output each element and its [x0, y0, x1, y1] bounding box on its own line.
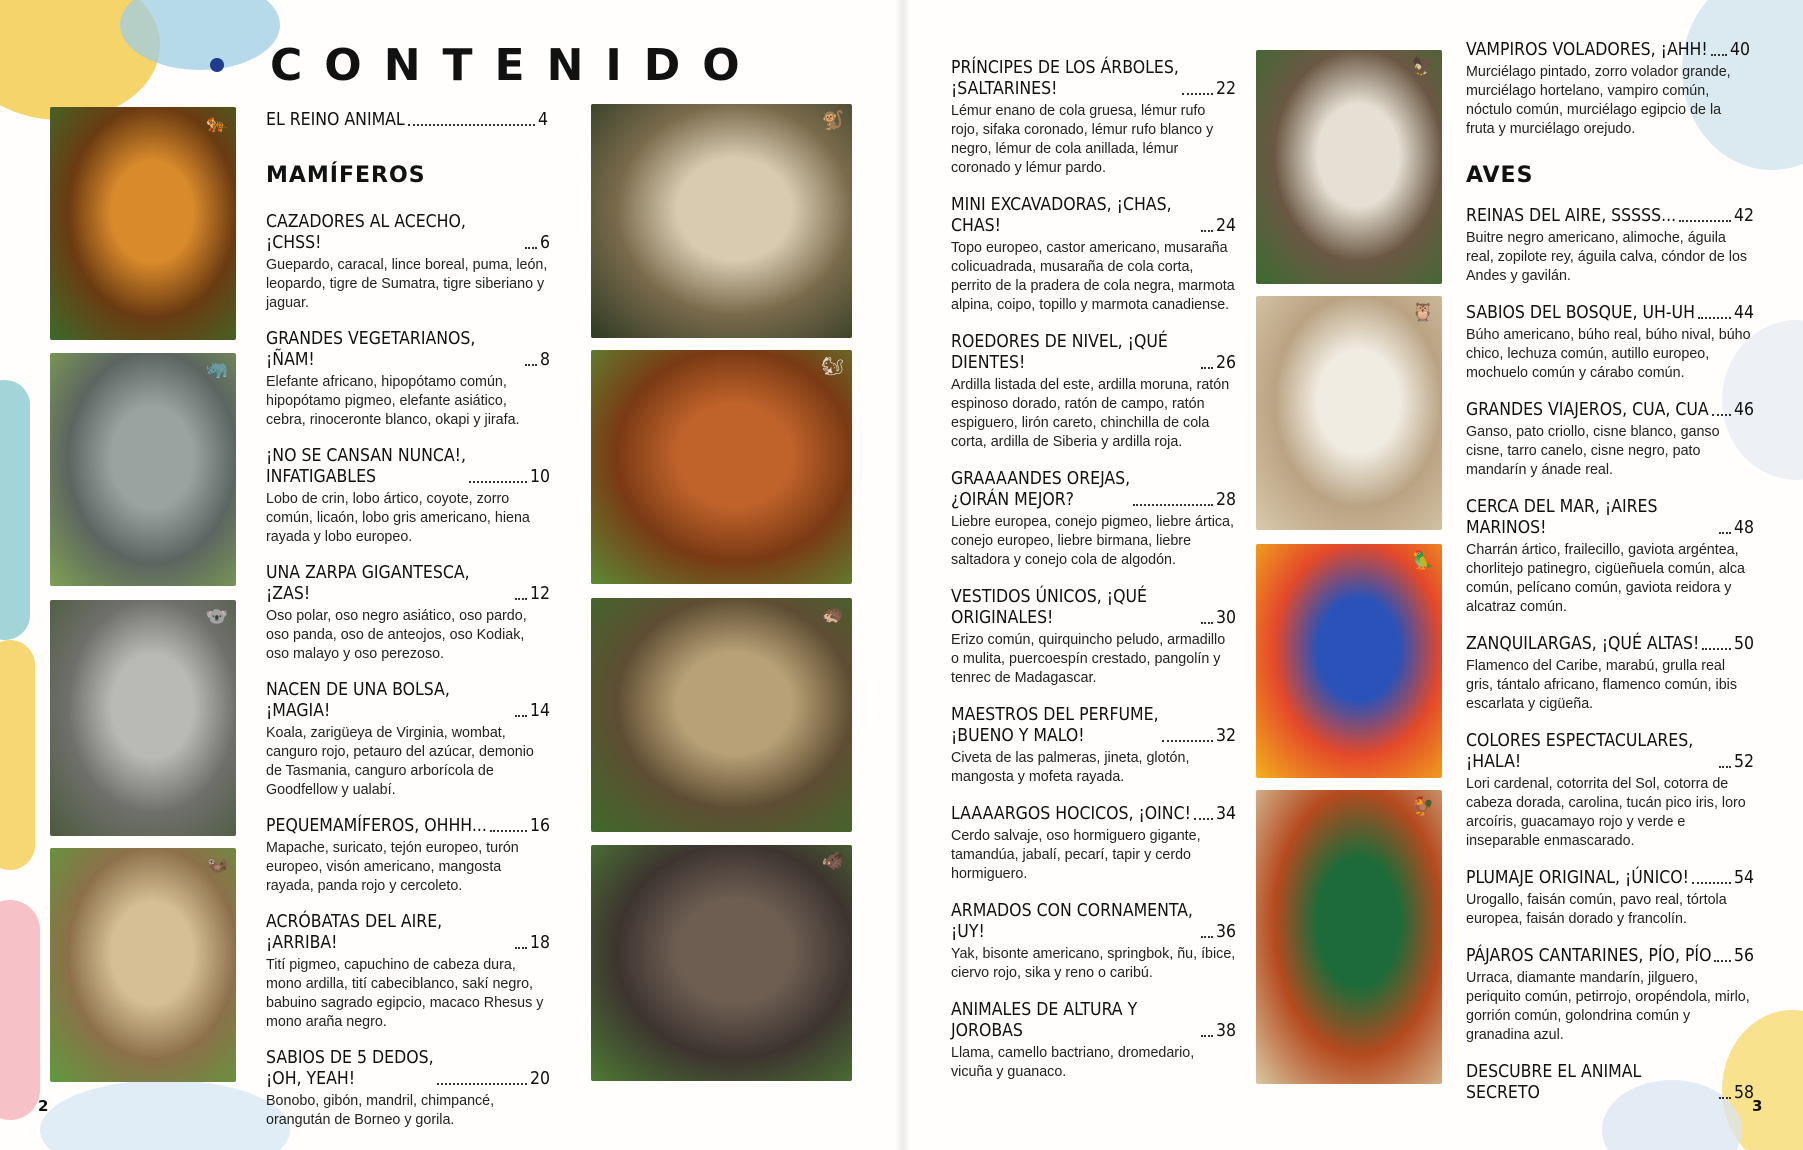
entry-title: EL REINO ANIMAL — [266, 110, 405, 130]
monkey-photo — [591, 104, 852, 338]
entry-page: 4 — [537, 110, 548, 130]
entry-description: Urogallo, faisán común, pavo real, tórtola europea, faisán dorado y francolín. — [1466, 892, 1727, 927]
toc-heading — [951, 469, 1236, 511]
toc-entry — [951, 705, 1236, 787]
toc-entry — [1466, 303, 1754, 383]
entry-title: SABIOS DEL BOSQUE, UH-UH — [1466, 303, 1695, 323]
entry-title: MINI EXCAVADORAS, ¡CHAS, CHAS! — [951, 195, 1172, 236]
entry-title: VESTIDOS ÚNICOS, ¡QUÉ ORIGINALES! — [951, 587, 1147, 628]
meerkat-icon: 🦦 — [205, 854, 228, 874]
entry-title: ACRÓBATAS DEL AIRE, ¡ARRIBA! — [266, 912, 443, 953]
toc-entry — [266, 212, 550, 313]
leader-dots — [1719, 1097, 1731, 1099]
pheasant-icon: 🐓 — [1411, 796, 1434, 816]
leader-dots — [515, 598, 527, 600]
entry-description: Mapache, suricato, tejón europeo, turón europeo, visón americano, mangosta rayada, panda rojo y cercoleto. — [266, 840, 519, 894]
page-number-left: 2 — [38, 1097, 49, 1115]
leader-dots — [1679, 220, 1731, 222]
toc-entry — [1466, 1062, 1754, 1104]
toc-entry — [951, 587, 1236, 688]
leader-dots — [1201, 622, 1213, 624]
entry-description: Guepardo, caracal, lince boreal, puma, león, leopardo, tigre de Sumatra, tigre siberiano y jaguar. — [266, 257, 548, 311]
entry-title: ROEDORES DE NIVEL, ¡QUÉ DIENTES! — [951, 332, 1168, 373]
entry-title: PLUMAJE ORIGINAL, ¡ÚNICO! — [1466, 868, 1689, 888]
toc-entry — [1466, 400, 1754, 480]
entry-description: Koala, zarigüeya de Virginia, wombat, canguro rojo, petauro del azúcar, demonio de Tasmania, canguro arborícola de Goodfellow y ualabí. — [266, 725, 534, 798]
entry-page: 52 — [1733, 752, 1754, 772]
rhino-photo — [50, 353, 236, 586]
page-number-right: 3 — [1752, 1097, 1763, 1115]
leader-dots — [1711, 54, 1727, 56]
entry-title: CAZADORES AL ACECHO, ¡CHSS! — [266, 212, 466, 253]
toc-left-column — [266, 212, 550, 1146]
leader-dots — [1162, 740, 1213, 742]
squirrel-icon: 🐿 — [821, 356, 844, 376]
entry-title: LAAAARGOS HOCICOS, ¡OINC! — [951, 804, 1191, 824]
squirrel-photo — [591, 350, 852, 584]
paint-stroke — [0, 640, 35, 870]
toc-entry — [1466, 634, 1754, 714]
leader-dots — [490, 830, 527, 832]
entry-title: CERCA DEL MAR, ¡AIRES MARINOS! — [1466, 497, 1658, 538]
entry-page: 42 — [1733, 206, 1754, 226]
entry-title: ANIMALES DE ALTURA Y JOROBAS — [951, 1000, 1138, 1041]
owl-photo — [1256, 296, 1442, 530]
entry-page: 8 — [539, 350, 550, 370]
toc-entry — [1466, 40, 1750, 139]
entry-title: ARMADOS CON CORNAMENTA, ¡UY! — [951, 901, 1193, 942]
entry-title: GRAAAANDES OREJAS, ¿OIRÁN MEJOR? — [951, 469, 1131, 510]
toc-entry — [266, 329, 550, 430]
entry-description: Flamenco del Caribe, marabú, grulla real gris, tántalo africano, flamenco común, ibis escarlata y cigüeña. — [1466, 658, 1737, 712]
toc-bats-entry — [1466, 40, 1750, 139]
toc-heading — [1466, 206, 1754, 227]
toc-entry — [951, 332, 1236, 452]
entry-page: 26 — [1215, 353, 1236, 373]
hedgehog-photo — [591, 598, 852, 832]
leader-dots — [1698, 317, 1731, 319]
tapir-photo — [591, 845, 852, 1081]
vulture-photo — [1256, 50, 1442, 284]
leader-dots — [1201, 936, 1213, 938]
entry-title: NACEN DE UNA BOLSA, ¡MAGIA! — [266, 680, 450, 721]
entry-page: 34 — [1215, 804, 1236, 824]
entry-page: 38 — [1215, 1021, 1236, 1041]
toc-heading — [1466, 868, 1754, 889]
leader-dots — [515, 715, 527, 717]
entry-title: ¡NO SE CANSAN NUNCA!, INFATIGABLES — [266, 446, 466, 487]
entry-description: Lémur enano de cola gruesa, lémur rufo rojo, sifaka coronado, lémur rufo blanco y negro, lémur de cola anillada, lémur coronado y lémur pardo. — [951, 103, 1214, 176]
leader-dots — [437, 1083, 527, 1085]
toc-heading — [1466, 1062, 1754, 1104]
toc-entry — [951, 195, 1236, 315]
toc-heading — [1466, 40, 1750, 61]
toc-heading — [266, 563, 550, 605]
leader-dots — [1133, 504, 1213, 506]
toc-heading — [266, 446, 550, 488]
entry-description: Lori cardenal, cotorrita del Sol, cotorra de cabeza dorada, carolina, tucán pico iris, loro arcoíris, guacamayo rojo y verde e inseparable enmascarado. — [1466, 776, 1746, 849]
toc-heading — [951, 901, 1236, 943]
toc-heading — [951, 705, 1236, 747]
leader-dots — [1712, 414, 1731, 416]
toc-heading — [266, 680, 550, 722]
toc-entry — [1466, 868, 1754, 929]
toc-heading — [1466, 946, 1754, 967]
entry-page: 10 — [529, 467, 550, 487]
toc-heading — [951, 804, 1236, 825]
entry-page: 30 — [1215, 608, 1236, 628]
hedgehog-icon: 🦔 — [821, 604, 844, 624]
toc-entry — [266, 563, 550, 664]
entry-description: Murciélago pintado, zorro volador grande, murciélago hortelano, vampiro común, nóctulo común, murciélago egipcio de la fruta y murciélago orejudo. — [1466, 64, 1731, 137]
toc-entry — [266, 912, 550, 1032]
paint-splash — [210, 58, 224, 72]
toc-heading — [1466, 731, 1754, 773]
entry-page: 36 — [1215, 922, 1236, 942]
paint-stroke — [0, 380, 30, 640]
entry-title: ZANQUILARGAS, ¡QUÉ ALTAS! — [1466, 634, 1700, 654]
entry-description: Erizo común, quirquincho peludo, armadillo o mulita, puercoespín crestado, pangolín y tenrec de Madagascar. — [951, 632, 1226, 686]
monkey-icon: 🐒 — [821, 110, 844, 130]
toc-heading — [951, 195, 1236, 237]
toc-entry — [1466, 946, 1754, 1045]
entry-description: Charrán ártico, frailecillo, gaviota argéntea, chorlitejo patinegro, cigüeñuela común, alca común, pelícano común, gaviota reidora y alcatraz común. — [1466, 542, 1745, 615]
toc-entry — [266, 1048, 550, 1130]
entry-description: Lobo de crin, lobo ártico, coyote, zorro común, licaón, lobo gris americano, hiena rayada y lobo europeo. — [266, 491, 530, 545]
leader-dots — [1714, 960, 1731, 962]
entry-page: 20 — [529, 1069, 550, 1089]
entry-page: 46 — [1733, 400, 1754, 420]
entry-description: Tití pigmeo, capuchino de cabeza dura, mono ardilla, tití cabeciblanco, sakí negro, babuino sagrado egipcio, macaco Rhesus y mono araña negro. — [266, 957, 544, 1030]
toc-birds-column — [1466, 206, 1754, 1121]
toc-heading — [951, 332, 1236, 374]
entry-page: 58 — [1733, 1083, 1754, 1103]
entry-title: PRÍNCIPES DE LOS ÁRBOLES, ¡SALTARINES! — [951, 58, 1179, 99]
toc-entry — [266, 446, 550, 547]
leader-dots — [525, 364, 537, 366]
toc-heading — [1466, 634, 1754, 655]
entry-title: COLORES ESPECTACULARES, ¡HALA! — [1466, 731, 1694, 772]
entry-description: Ganso, pato criollo, cisne blanco, ganso cisne, tarro canelo, cisne negro, pato mandarín y ánade real. — [1466, 424, 1720, 478]
toc-entry — [1466, 206, 1754, 286]
toc-heading — [951, 587, 1236, 629]
entry-title: GRANDES VIAJEROS, CUA, CUA — [1466, 400, 1709, 420]
entry-page: 54 — [1733, 868, 1754, 888]
tapir-icon: 🐗 — [821, 851, 844, 871]
toc-heading — [266, 110, 548, 131]
entry-description: Buitre negro americano, alimoche, águila real, zopilote rey, águila calva, cóndor de los Andes y gavilán. — [1466, 230, 1748, 284]
toc-heading — [266, 1048, 550, 1090]
pheasant-photo — [1256, 790, 1442, 1084]
toc-heading — [951, 58, 1236, 100]
section-heading-birds: AVES — [1466, 163, 1534, 188]
entry-description: Búho americano, búho real, búho nival, búho chico, lechuza común, autillo europeo, mochuelo común y cárabo común. — [1466, 327, 1751, 381]
entry-title: MAESTROS DEL PERFUME, ¡BUENO Y MALO! — [951, 705, 1159, 746]
vulture-icon: 🦅 — [1411, 56, 1434, 76]
entry-title: PEQUEMAMÍFEROS, OHHH... — [266, 816, 487, 836]
entry-page: 6 — [539, 233, 550, 253]
meerkat-photo — [50, 848, 236, 1082]
rhino-icon: 🦏 — [205, 359, 228, 379]
toc-heading — [266, 912, 550, 954]
paint-stroke — [0, 900, 40, 1120]
toc-heading — [951, 1000, 1236, 1042]
toc-heading — [1466, 303, 1754, 324]
leader-dots — [1201, 230, 1213, 232]
page-title: CONTENIDO — [270, 40, 762, 91]
entry-description: Elefante africano, hipopótamo común, hipopótamo pigmeo, elefante asiático, cebra, rinoceronte blanco, okapi y jirafa. — [266, 374, 520, 428]
entry-title: VAMPIROS VOLADORES, ¡AHH! — [1466, 40, 1708, 60]
leader-dots — [408, 124, 535, 126]
leader-dots — [515, 947, 527, 949]
entry-page: 48 — [1733, 518, 1754, 538]
entry-title: PÁJAROS CANTARINES, PÍO, PÍO — [1466, 946, 1712, 966]
leader-dots — [1201, 1035, 1213, 1037]
entry-page: 24 — [1215, 216, 1236, 236]
toc-heading — [266, 329, 550, 371]
leader-dots — [525, 247, 537, 249]
entry-description: Yak, bisonte americano, springbok, ñu, íbice, ciervo rojo, sika y reno o caribú. — [951, 946, 1236, 981]
toc-entry — [951, 469, 1236, 570]
owl-icon: 🦉 — [1411, 302, 1434, 322]
entry-description: Oso polar, oso negro asiático, oso pardo, oso panda, oso de anteojos, oso Kodiak, oso malayo y oso perezoso. — [266, 608, 527, 662]
entry-title: DESCUBRE EL ANIMAL SECRETO — [1466, 1062, 1642, 1103]
entry-description: Bonobo, gibón, mandril, chimpancé, orangután de Borneo y gorila. — [266, 1093, 495, 1128]
entry-description: Ardilla listada del este, ardilla moruna, ratón espinoso dorado, ratón de campo, ratón espiguero, lirón careto, chinchilla de cola corta, ardilla de Siberia y ardilla roja. — [951, 377, 1230, 450]
entry-page: 40 — [1729, 40, 1750, 60]
tiger-photo — [50, 107, 236, 340]
entry-page: 32 — [1215, 726, 1236, 746]
leader-dots — [1201, 367, 1213, 369]
entry-description: Urraca, diamante mandarín, jilguero, periquito común, petirrojo, oropéndola, mirlo, gorrión común, golondrina común y granadina azul. — [1466, 970, 1750, 1043]
intro-entry — [266, 110, 548, 131]
entry-page: 22 — [1215, 79, 1236, 99]
toc-entry — [951, 1000, 1236, 1082]
entry-page: 16 — [529, 816, 550, 836]
entry-description: Cerdo salvaje, oso hormiguero gigante, tamandúa, jabalí, pecarí, tapir y cerdo hormiguero. — [951, 828, 1201, 882]
toc-heading — [1466, 497, 1754, 539]
leader-dots — [1702, 648, 1731, 650]
entry-title: REINAS DEL AIRE, SSSSS... — [1466, 206, 1677, 226]
toc-heading — [266, 212, 550, 254]
tiger-icon: 🐅 — [205, 113, 228, 133]
koala-icon: 🐨 — [205, 606, 228, 626]
entry-title: UNA ZARPA GIGANTESCA, ¡ZAS! — [266, 563, 470, 604]
leader-dots — [469, 481, 527, 483]
toc-heading — [1466, 400, 1754, 421]
entry-description: Liebre europea, conejo pigmeo, liebre ártica, conejo europeo, liebre birmana, liebre saltadora y conejo cola de algodón. — [951, 514, 1234, 568]
leader-dots — [1692, 882, 1731, 884]
entry-page: 12 — [529, 584, 550, 604]
parrot-photo — [1256, 544, 1442, 778]
parrot-icon: 🦜 — [1411, 550, 1434, 570]
book-gutter — [896, 0, 910, 1150]
paint-splash — [40, 1080, 290, 1150]
entry-description: Topo europeo, castor americano, musaraña colicuadrada, musaraña de cola corta, perrito de la pradera de cola negra, marmota alpina, coipo, topillo y marmota canadiense. — [951, 240, 1235, 313]
entry-page: 28 — [1215, 490, 1236, 510]
toc-entry — [951, 58, 1236, 178]
entry-title: SABIOS DE 5 DEDOS, ¡OH, YEAH! — [266, 1048, 434, 1089]
leader-dots — [1194, 818, 1213, 820]
entry-title: GRANDES VEGETARIANOS, ¡ÑAM! — [266, 329, 476, 370]
entry-page: 18 — [529, 933, 550, 953]
toc-entry — [266, 816, 550, 896]
toc-entry — [951, 804, 1236, 884]
leader-dots — [1182, 93, 1213, 95]
koala-photo — [50, 600, 236, 836]
entry-page: 56 — [1733, 946, 1754, 966]
toc-entry — [951, 901, 1236, 983]
entry-description: Llama, camello bactriano, dromedario, vicuña y guanaco. — [951, 1045, 1195, 1080]
leader-dots — [1719, 766, 1731, 768]
toc-entry — [1466, 497, 1754, 617]
entry-page: 14 — [529, 701, 550, 721]
toc-middle-column — [951, 58, 1236, 1099]
toc-entry — [1466, 731, 1754, 851]
entry-page: 44 — [1733, 303, 1754, 323]
leader-dots — [1719, 532, 1731, 534]
toc-heading — [266, 816, 550, 837]
toc-entry — [266, 680, 550, 800]
entry-description: Civeta de las palmeras, jineta, glotón, mangosta y mofeta rayada. — [951, 750, 1190, 785]
entry-page: 50 — [1733, 634, 1754, 654]
section-heading-mammals: MAMÍFEROS — [266, 163, 426, 188]
